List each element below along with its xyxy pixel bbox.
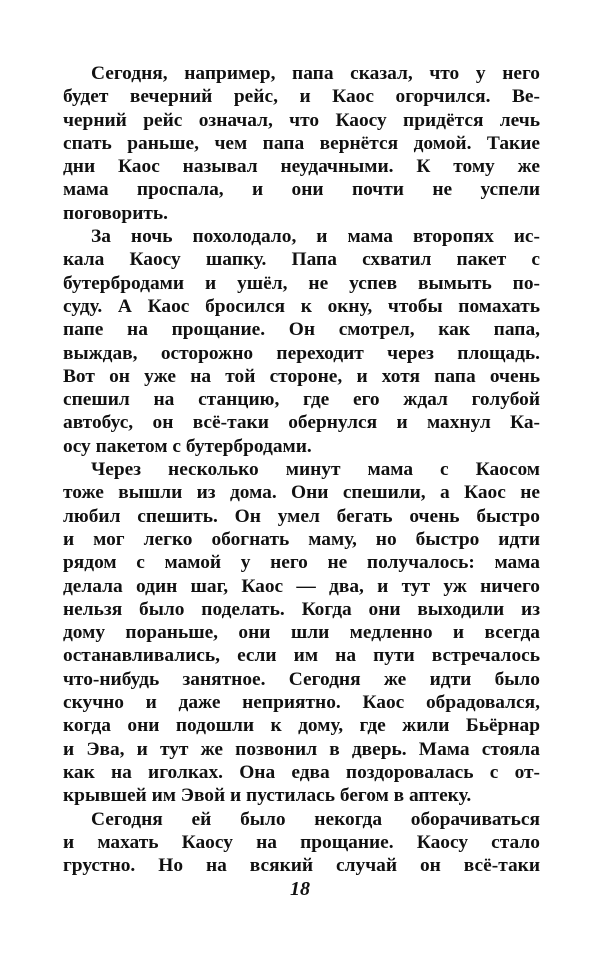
text-line: поговорить. [63,202,169,224]
text-line: спать раньше, чем папа вернётся домой. Такие [63,132,540,154]
text-line: кала Каосу шапку. Папа схватил пакет с [63,249,540,271]
text-line: Вот он уже на той стороне, и хотя папа очень [63,365,540,387]
text-line: автобус, он всё-таки обернулся и махнул Ка- [63,412,540,434]
text-line: осу пакетом с бутербродами. [63,435,312,457]
text-line: дому пораньше, они шли медленно и всегда [63,622,540,644]
text-line: спешил на станцию, где его ждал голубой [63,389,540,411]
text-line: будет вечерний рейс, и Каос огорчился. Ве- [63,86,540,108]
text-line: Сегодня ей было некогда оборачиваться [91,808,540,830]
text-line: нельзя было поделать. Когда они выходили из [63,598,540,620]
text-line: крывшей им Эвой и пустилась бегом в аптеку. [63,785,472,807]
text-line: скучно и даже неприятно. Каос обрадовался, [63,692,540,714]
text-line: и Эва, и тут же позвонил в дверь. Мама стояла [63,738,540,760]
text-line: мама проспала, и они почти не успели [63,179,540,201]
text-line: рядом с мамой у него не получалось: мама [63,552,540,574]
text-line: выждав, осторожно переходит через площадь. [63,342,540,364]
paragraph-2 [63,225,540,458]
page-text [63,62,540,877]
text-line: и мог легко обогнать маму, но быстро идти [63,528,540,550]
page-number: 18 [290,878,310,900]
paragraph-1 [63,62,540,225]
text-line: как на иголках. Она едва поздоровалась с от- [63,761,540,783]
text-line: дни Каос называл неудачными. К тому же [63,156,540,178]
text-line: делала один шаг, Каос — два, и тут уж ничего [63,575,540,597]
text-line: когда они подошли к дому, где жили Бьёрнар [63,715,540,737]
text-line: тоже вышли из дома. Они спешили, а Каос не [63,482,540,504]
text-line: Через несколько минут мама с Каосом [91,459,540,481]
text-line: останавливались, если им на пути встречалось [63,645,540,667]
text-line: грустно. Но на всякий случай он всё-таки [63,855,540,877]
paragraph-4 [63,808,540,878]
text-line: Сегодня, например, папа сказал, что у него [91,63,540,84]
text-line: что-нибудь занятное. Сегодня же идти было [63,668,540,690]
text-line: За ночь похолодало, и мама второпях ис- [91,226,540,248]
text-line: любил спешить. Он умел бегать очень быстро [63,505,540,527]
text-line: суду. А Каос бросился к окну, чтобы помахать [63,295,540,317]
paragraph-3 [63,458,540,807]
text-line: черний рейс означал, что Каосу придётся лечь [63,109,540,131]
text-line: бутербродами и ушёл, не успев вымыть по- [63,272,540,294]
text-line: папе на прощание. Он смотрел, как папа, [63,319,540,341]
text-line: и махать Каосу на прощание. Каосу стало [63,831,540,853]
